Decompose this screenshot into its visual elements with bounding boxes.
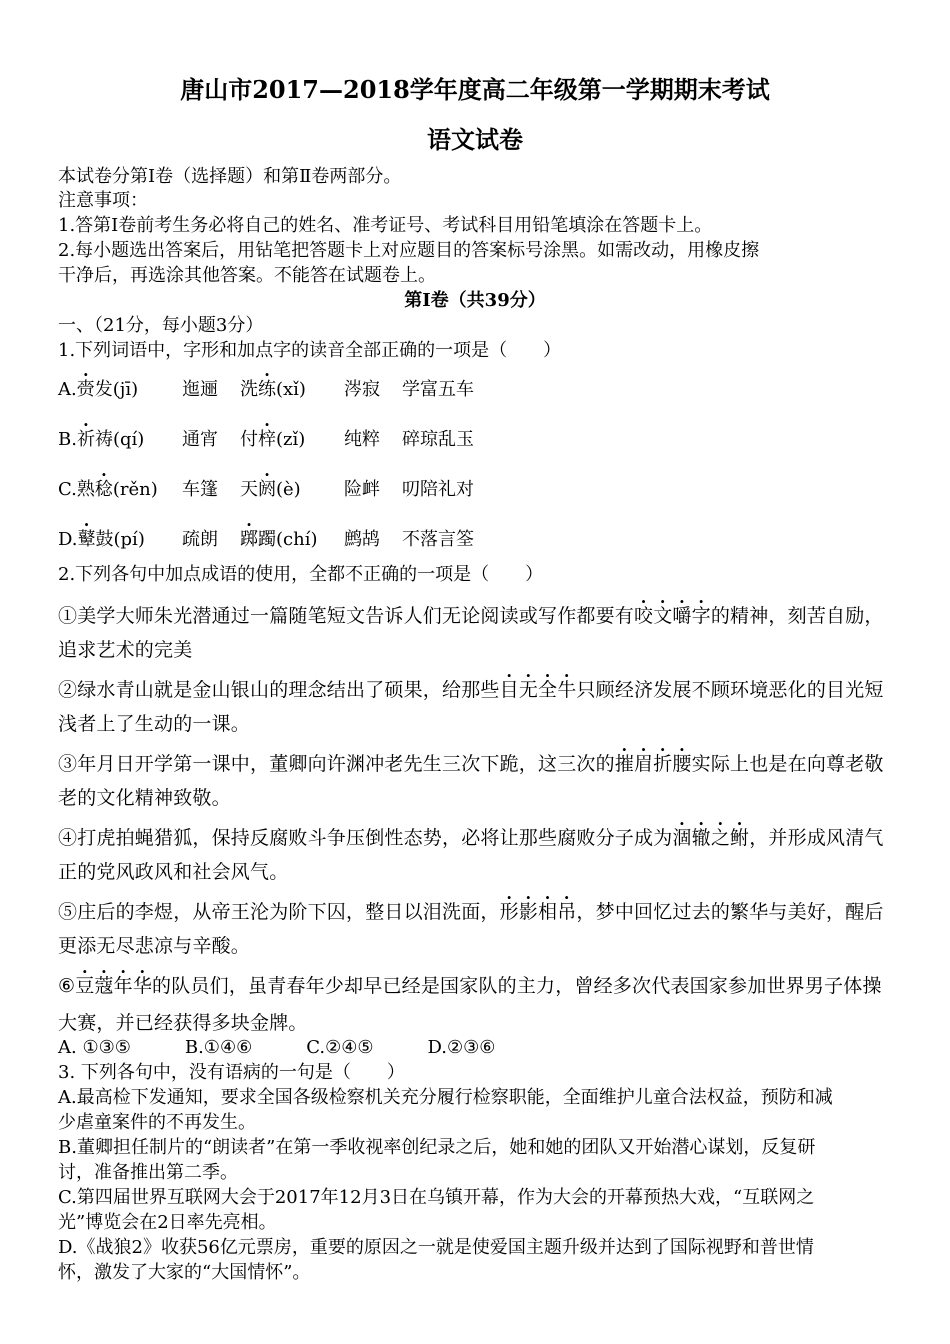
dotted-char: 梓 [258,429,276,450]
dotted-char: 影 [518,901,539,923]
sentence-text: ，并形成风清气 [749,827,884,849]
sentence-text: ②绿水青山就是金山银山的理念结出了硕果，给那些 [58,679,500,701]
question-1-option-c [58,478,910,502]
page-subtitle: 语文试卷 [427,125,523,154]
dotted-char: 文 [653,605,673,627]
dotted-char: 辙 [691,827,711,849]
word-reading: (xǐ) [276,379,306,400]
dotted-char: 摧 [614,753,635,775]
dotted-char: 眉 [634,753,654,775]
dotted-char: 华 [132,975,153,997]
question-2-sentence-4 [58,825,910,851]
option-letter: B. [58,429,77,450]
dotted-char: 蔻 [94,975,114,997]
option-letter: C. [58,479,77,500]
word: 纯粹 [344,429,380,450]
option-letter: A. [58,379,77,400]
word: 迤逦 [182,379,218,400]
sentence-text: 的精神，刻苦自励， [710,605,884,627]
word: 涔寂 [344,379,380,400]
question-2-sentence-3-cont: 老的文化精神致敬。 [58,787,231,809]
dotted-char: 阏 [258,479,276,500]
dotted-char: 豆 [75,975,95,997]
dotted-char: 稔 [94,479,113,500]
dotted-char: 鲋 [730,827,750,849]
dotted-char: 腰 [672,753,692,775]
sentence-text: 只顾经济发展不顾环境恶化的目光短 [576,679,884,701]
dotted-char: 咬 [634,605,654,627]
question-2-sentence-5-cont: 更添无尽悲凉与辛酸。 [58,935,251,957]
sentence-text: ③年月日开学第一课中，董卿向许渊冲老先生三次下跪，这三次的 [58,753,615,775]
dotted-char: 踯 [240,529,258,550]
word-with-dot [240,428,305,452]
dotted-idiom [500,679,577,701]
dotted-char: 折 [653,753,673,775]
idiom: 学富五车 [402,379,474,400]
question-1-option-a [58,378,910,402]
sentence-text: ，梦中回忆过去的繁华与美好，醒后 [576,901,884,923]
notice-item-2: 2.每小题选出答案后，用钻笔把答题卡上对应题目的答案标号涂黑。如需改动，用橡皮擦 [58,240,760,261]
sentence-number: ⑥ [58,975,76,997]
dotted-idiom [75,975,152,997]
sentence-text: ⑤庄后的李煜，从帝王沦为阶下囚，整日以泪洗面， [58,901,500,923]
page-title: 唐山市2017—2018学年度高二年级第一学期期末考试 [180,75,770,104]
sentence-text: ④打虎拍蝇猎狐，保持反腐败斗争压倒性态势，必将让那些腐败分子成为 [58,827,673,849]
word-reading: 鼓(pí) [95,529,145,550]
dotted-char: 无 [518,679,539,701]
word-char: 天 [240,479,258,500]
question-2-options: A. ①③⑤ B.①④⑥ C.②④⑤ D.②③⑥ [58,1037,496,1058]
question-3-option-d-cont: 怀，激发了大家的“大国情怀”。 [58,1262,311,1283]
question-3-option-a-cont: 少虐童案件的不再发生。 [58,1112,256,1133]
word: 险衅 [344,479,380,500]
question-3-option-a: A.最高检下发通知，要求全国各级检察机关充分履行检察职能，全面维护儿童合法权益，预防和减 [58,1087,833,1108]
idiom: 碎琼乱玉 [402,429,474,450]
dotted-char: 相 [538,901,558,923]
word-with-dot [240,378,306,402]
dotted-char: 赍 [76,379,95,400]
dotted-char: 全 [538,679,558,701]
word: 鹧鸪 [344,529,380,550]
question-2-sentence-2 [58,677,910,703]
word: 疏朗 [182,529,218,550]
sentence-text: ①美学大师朱光潜通过一篇随笔短文告诉人们无论阅读或写作都要有 [58,605,635,627]
word-with-dot [240,478,301,502]
notice-item-1: 1.答第Ⅰ卷前考生务必将自己的姓名、准考证号、考试科目用铅笔填涂在答题卡上。 [58,215,713,236]
dotted-idiom [634,605,711,627]
idiom: 叨陪礼对 [402,479,474,500]
sentence-text: 实际上也是在向尊老敬 [691,753,884,775]
word-char: 洗 [240,379,258,400]
word-with-dot [240,528,317,552]
question-2-sentence-4-cont: 正的党风政风和社会风气。 [58,861,289,883]
notice-heading: 注意事项： [58,190,148,211]
question-2-sentence-6-cont: 大赛，并已经获得多块金牌。 [58,1012,308,1034]
question-1-stem: 1.下列词语中，字形和加点字的读音全部正确的一项是（ ） [58,340,562,361]
question-1-option-b [58,428,910,452]
question-3-option-d: D.《战狼2》收获56亿元票房，重要的原因之一就是使爱国主题升级并达到了国际视野和普世情 [58,1237,814,1258]
idiom: 不落言筌 [402,529,474,550]
part-heading: 一、（21分，每小题3分） [58,315,264,336]
question-2-sentence-6 [58,973,910,999]
dotted-char: 之 [710,827,731,849]
option-letter: D. [58,529,78,550]
dotted-char: 字 [691,605,711,627]
question-3-option-c: C.第四届世界互联网大会于2017年12月3日在乌镇开幕，作为大会的开幕预热大戏，“互联网之 [58,1187,815,1208]
dotted-char: 年 [113,975,133,997]
intro-line: 本试卷分第Ⅰ卷（选择题）和第Ⅱ卷两部分。 [58,166,402,187]
word-reading: (rěn) [112,479,158,500]
dotted-char: 牛 [557,679,577,701]
word-reading: 发(jī) [94,379,139,400]
question-2-sentence-2-cont: 浅者上了生动的一课。 [58,713,251,735]
dotted-char: 练 [258,379,276,400]
word-reading: (è) [276,479,301,500]
word-reading: (zǐ) [276,429,306,450]
dotted-char: 目 [499,679,519,701]
dotted-char: 嚼 [672,605,692,627]
word: 通宵 [182,429,218,450]
word-reading: 躅(chí) [258,529,318,550]
question-2-sentence-1-cont: 追求艺术的完美 [58,639,193,661]
question-3-option-c-cont: 光”博览会在2日率先亮相。 [58,1212,277,1233]
word-char: 熟 [76,479,95,500]
dotted-char: 涸 [672,827,692,849]
question-3-option-b: B.董卿担任制片的“朗读者”在第一季收视率创纪录之后，她和她的团队又开始潜心谋划，反复研 [58,1137,816,1158]
question-2-sentence-1 [58,603,910,629]
dotted-char: 祈 [76,429,95,450]
dotted-idiom [672,827,749,849]
dotted-char: 吊 [557,901,577,923]
question-2-sentence-3 [58,751,910,777]
word: 车篷 [182,479,218,500]
question-1-option-d [58,528,910,552]
word-reading: 祷(qí) [94,429,145,450]
sentence-text: 的队员们，虽青春年少却早已经是国家队的主力，曾经多次代表国家参加世界男子体操 [152,975,882,997]
notice-item-2-cont: 干净后，再选涂其他答案。不能答在试题卷上。 [58,265,436,286]
dotted-char: 形 [499,901,519,923]
question-2-sentence-5 [58,899,910,925]
question-2-stem: 2.下列各句中加点成语的使用，全都不正确的一项是（ ） [58,564,544,585]
dotted-idiom [500,901,577,923]
section-heading: 第Ⅰ卷（共39分） [404,290,546,311]
question-3-stem: 3. 下列各句中，没有语病的一句是（ ） [58,1062,405,1083]
dotted-char: 鼙 [77,529,96,550]
question-3-option-b-cont: 讨，准备推出第二季。 [58,1162,238,1183]
dotted-idiom [615,753,692,775]
word-char: 付 [240,429,258,450]
